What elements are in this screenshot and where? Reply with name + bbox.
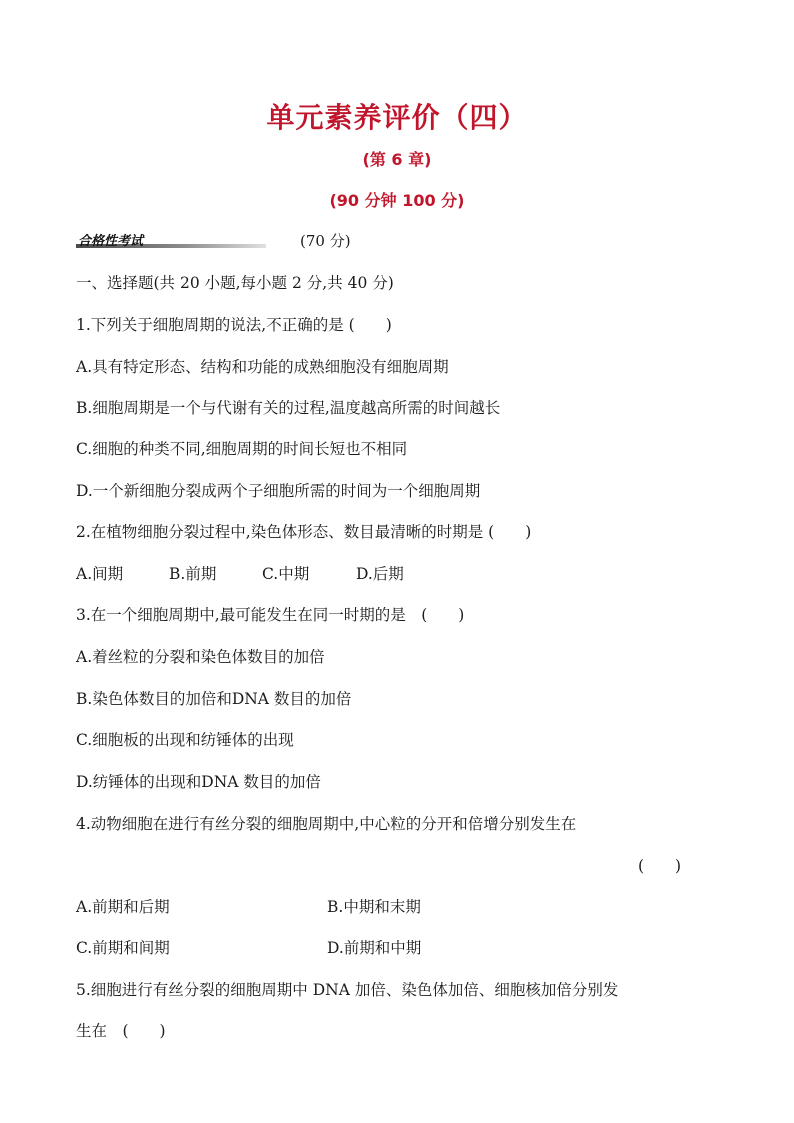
- section-tag: [76, 230, 266, 250]
- question-1-option-c: C.细胞的种类不同,细胞周期的时间长短也不相同: [76, 440, 408, 458]
- question-2-option-a: A.间期: [76, 565, 124, 583]
- question-1-option-d: D.一个新细胞分裂成两个子细胞所需的时间为一个细胞周期: [76, 482, 481, 500]
- question-1-option-b: B.细胞周期是一个与代谢有关的过程,温度越高所需的时间越长: [76, 399, 501, 417]
- document-title: 单元素养评价（四）: [266, 101, 528, 134]
- question-3-option-c: C.细胞板的出现和纺锤体的出现: [76, 731, 294, 749]
- question-4-option-c: C.前期和间期: [76, 939, 170, 957]
- time-score-label: (90 分钟 100 分): [329, 191, 465, 210]
- question-1-stem: 1.下列关于细胞周期的说法,不正确的是 ( ): [76, 316, 392, 334]
- question-3-option-b: B.染色体数目的加倍和DNA 数目的加倍: [76, 690, 352, 708]
- question-4-option-a: A.前期和后期: [76, 898, 170, 916]
- question-2-option-d: D.后期: [356, 565, 404, 583]
- section-score: (70 分): [300, 232, 351, 250]
- question-2-option-b: B.前期: [169, 565, 217, 583]
- question-5-stem-line-2: 生在 ( ): [76, 1022, 166, 1040]
- question-2-option-c: C.中期: [262, 565, 310, 583]
- part-heading: 一、选择题(共 20 小题,每小题 2 分,共 40 分): [76, 274, 394, 292]
- question-3-stem: 3.在一个细胞周期中,最可能发生在同一时期的是 ( ): [76, 606, 465, 624]
- question-2-stem: 2.在植物细胞分裂过程中,染色体形态、数目最清晰的时期是 ( ): [76, 523, 532, 541]
- question-5-stem-line-1: 5.细胞进行有丝分裂的细胞周期中 DNA 加倍、染色体加倍、细胞核加倍分别发: [76, 981, 619, 999]
- question-4-option-d: D.前期和中期: [327, 939, 422, 957]
- question-4-stem: 4.动物细胞在进行有丝分裂的细胞周期中,中心粒的分开和倍增分别发生在: [76, 815, 577, 833]
- question-1-option-a: A.具有特定形态、结构和功能的成熟细胞没有细胞周期: [76, 358, 449, 376]
- section-tag-label: 合格性考试: [78, 234, 144, 249]
- question-4-answer-paren: ( ): [638, 857, 682, 875]
- chapter-label: (第 6 章): [362, 150, 432, 169]
- question-4-option-b: B.中期和末期: [327, 898, 421, 916]
- question-3-option-a: A.着丝粒的分裂和染色体数目的加倍: [76, 648, 325, 666]
- question-3-option-d: D.纺锤体的出现和DNA 数目的加倍: [76, 773, 321, 791]
